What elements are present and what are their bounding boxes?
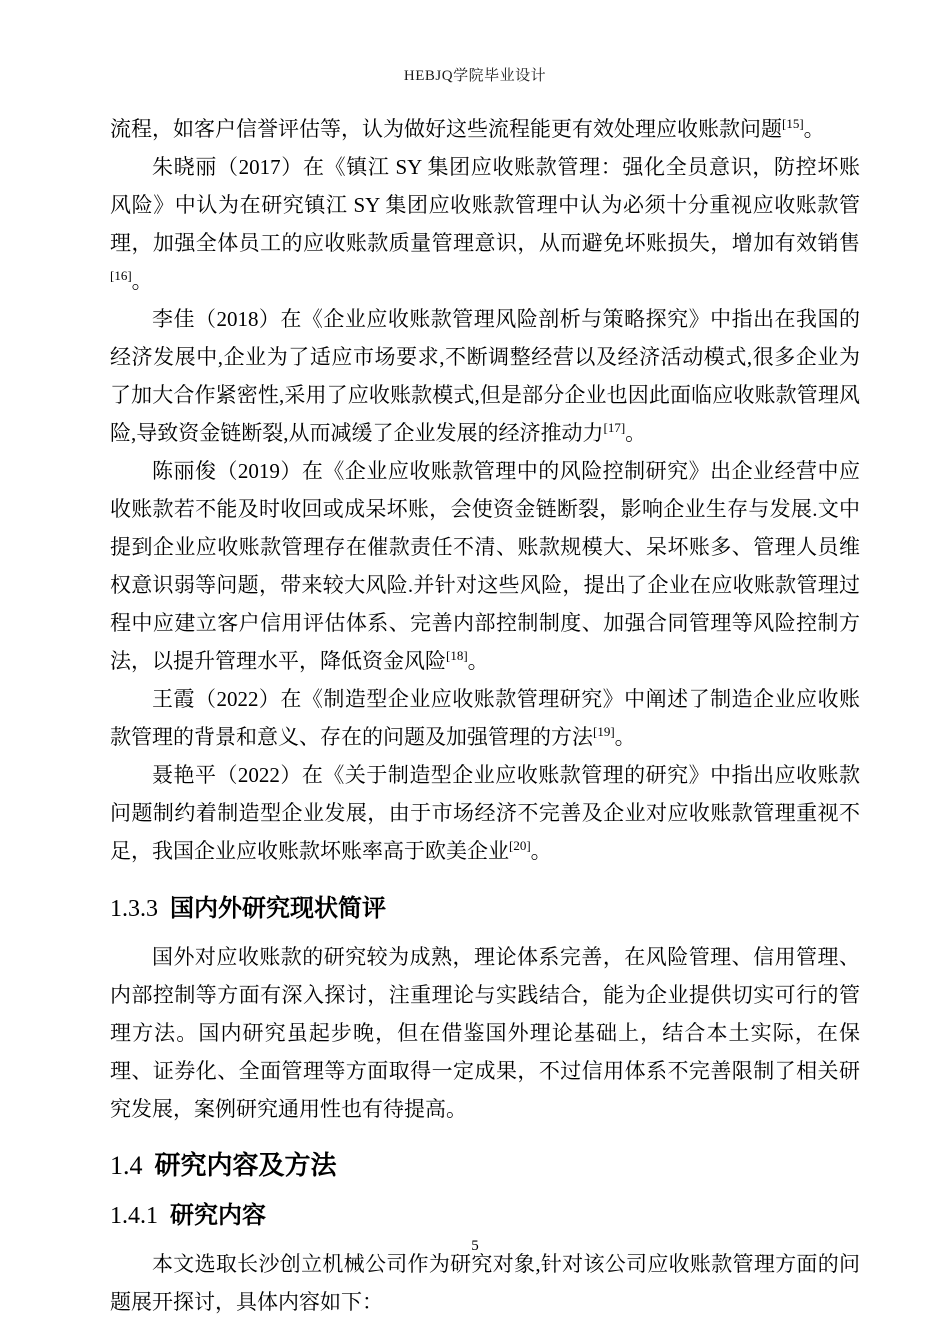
citation-ref-15: [15] bbox=[782, 116, 804, 131]
paragraph-text: 聂艳平（2022）在《关于制造型企业应收账款管理的研究》中指出应收账款问题制约着制造型企业发展，由于市场经济不完善及企业对应收账款管理重视不足，我国企业应收账款坏账率高于欧美企业 bbox=[110, 763, 860, 863]
paragraph-tail: 。 bbox=[530, 839, 552, 863]
paragraph-nieyanping-2022 bbox=[110, 756, 860, 870]
paragraph-text: 朱晓丽（2017）在《镇江 SY 集团应收账款管理：强化全员意识，防控坏账风险》中认为在研究镇江 SY 集团应收账款管理中认为必须十分重视应收账款管理，加强全体员工的应收账款质量管理意识，从而避免坏账损失，增加有效销售 bbox=[110, 155, 860, 255]
section-number: 1.4.1 bbox=[110, 1203, 158, 1229]
section-heading-1-4-1 bbox=[110, 1199, 860, 1233]
section-title: 研究内容 bbox=[170, 1202, 266, 1229]
paragraph-tail: 。 bbox=[614, 725, 636, 749]
paragraph-tail: 。 bbox=[625, 421, 647, 445]
paragraph-research-content-intro: 本文选取长沙创立机械公司作为研究对象,针对该公司应收账款管理方面的问题展开探讨，具体内容如下： bbox=[110, 1252, 860, 1314]
citation-ref-20: [20] bbox=[509, 838, 531, 853]
paragraph-tail: 。 bbox=[467, 649, 489, 673]
section-title: 研究内容及方法 bbox=[154, 1150, 337, 1180]
paragraph-text: 王霞（2022）在《制造型企业应收账款管理研究》中阐述了制造企业应收账款管理的背景和意义、存在的问题及加强管理的方法 bbox=[110, 687, 860, 749]
document-body bbox=[110, 110, 860, 1321]
paragraph-continuation bbox=[110, 110, 860, 148]
section-number: 1.4 bbox=[110, 1151, 143, 1180]
citation-ref-19: [19] bbox=[593, 724, 615, 739]
citation-ref-16: [16] bbox=[110, 268, 132, 283]
section-heading-1-4 bbox=[110, 1146, 860, 1185]
paragraph-zhuxiaoli-2017 bbox=[110, 148, 860, 300]
paragraph-research-review: 国外对应收账款的研究较为成熟，理论体系完善，在风险管理、信用管理、内部控制等方面有深入探讨，注重理论与实践结合，能为企业提供切实可行的管理方法。国内研究虽起步晚，但在借鉴国外理论基础上，结合本土实际，在保理、证券化、全面管理等方面取得一定成果，不过信用体系不完善限制了相关研究发展，案例研究通用性也有待提高。 bbox=[110, 945, 860, 1121]
paragraph-tail: 。 bbox=[803, 117, 825, 141]
paragraph-text: 流程，如客户信誉评估等，认为做好这些流程能更有效处理应收账款问题 bbox=[110, 117, 782, 141]
paragraph-tail: 。 bbox=[131, 269, 153, 293]
paragraph-wangxia-2022 bbox=[110, 680, 860, 756]
section-heading-1-3-3 bbox=[110, 892, 860, 926]
paragraph-lijia-2018 bbox=[110, 300, 860, 452]
paragraph-text: 陈丽俊（2019）在《企业应收账款管理中的风险控制研究》出企业经营中应收账款若不能及时收回或成呆坏账，会使资金链断裂，影响企业生存与发展.文中提到企业应收账款管理存在催款责任不清、账款规模大、呆坏账多、管理人员维权意识弱等问题，带来较大风险.并针对这些风险，提出了企业在应收账款管理过程中应建立客户信用评估体系、完善内部控制制度、加强合同管理等风险控制方法，以提升管理水平，降低资金风险 bbox=[110, 459, 860, 673]
page-number: 5 bbox=[471, 1238, 479, 1254]
citation-ref-18: [18] bbox=[446, 648, 468, 663]
paragraph-text: 李佳（2018）在《企业应收账款管理风险剖析与策略探究》中指出在我国的经济发展中,企业为了适应市场要求,不断调整经营以及经济活动模式,很多企业为了加大合作紧密性,采用了应收账款模式,但是部分企业也因此面临应收账款管理风险,导致资金链断裂,从而减缓了企业发展的经济推动力 bbox=[110, 307, 860, 445]
citation-ref-17: [17] bbox=[603, 420, 626, 435]
page-header-title: HEBJQ学院毕业设计 bbox=[403, 68, 547, 84]
section-title: 国内外研究现状简评 bbox=[170, 895, 386, 922]
section-number: 1.3.3 bbox=[110, 896, 158, 922]
paragraph-chenlijun-2019 bbox=[110, 452, 860, 680]
